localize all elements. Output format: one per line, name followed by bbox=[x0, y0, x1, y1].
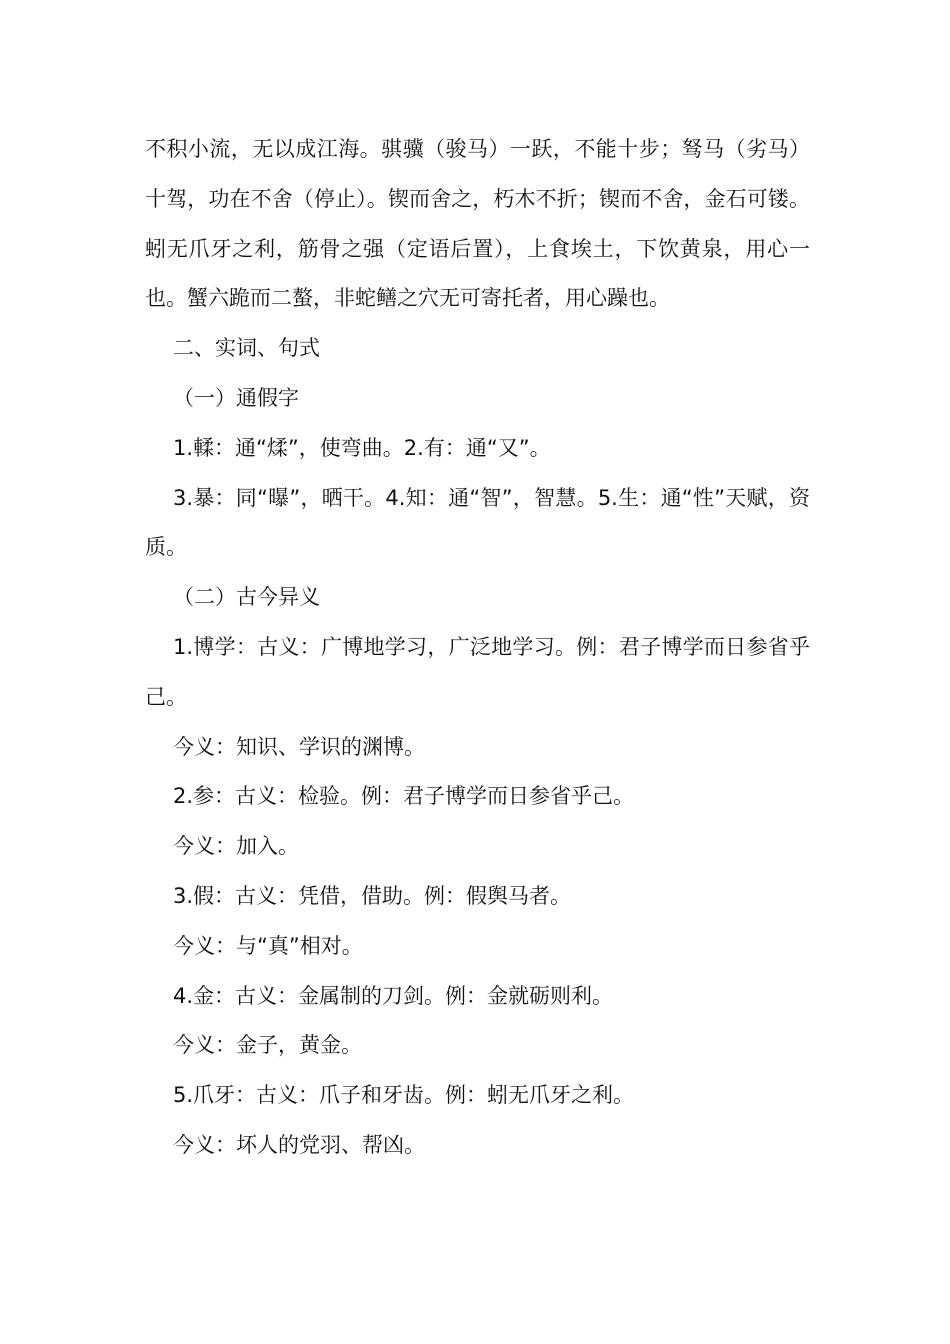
document-body bbox=[145, 125, 810, 1171]
gujin-yiyi-modern-meaning: 今义：金子，黄金。 bbox=[173, 1033, 362, 1058]
gujin-yiyi-item: 2.参：古义：检验。例：君子博学而日参省乎己。 bbox=[173, 784, 635, 809]
paragraph-passage: 不积小流，无以成江海。骐骥（骏马）一跃，不能十步；驽马（劣马）十驾，功在不舍（停止）。锲而舍之，朽木不折；锲而不舍，金石可镂。蚓无爪牙之利，筋骨之强（定语后置），上食埃土，下饮黄泉，用心一也。蟹六跪而二螯，非蛇鳝之穴无可寄托者，用心躁也。 bbox=[145, 137, 810, 311]
gujin-yiyi-item: 5.爪牙：古义：爪子和牙齿。例：蚓无爪牙之利。 bbox=[173, 1083, 635, 1108]
gujin-yiyi-item: 1.博学：古义：广博地学习，广泛地学习。例：君子博学而日参省乎己。 bbox=[145, 634, 810, 709]
gujin-yiyi-item: 3.假：古义：凭借，借助。例：假舆马者。 bbox=[173, 883, 572, 908]
tongjiazi-item: 3.暴：同“曝”，晒干。4.知：通“智”，智慧。5.生：通“性”天赋，资质。 bbox=[145, 485, 810, 560]
gujin-yiyi-modern-meaning: 今义：与“真”相对。 bbox=[173, 933, 363, 958]
gujin-yiyi-item: 4.金：古义：金属制的刀剑。例：金就砺则利。 bbox=[173, 983, 614, 1008]
subsection-heading-gujin-yiyi: （二）古今异义 bbox=[173, 585, 320, 610]
tongjiazi-item: 1.輮：通“煣”，使弯曲。2.有：通“又”。 bbox=[173, 435, 551, 460]
gujin-yiyi-modern-meaning: 今义：知识、学识的渊博。 bbox=[173, 734, 425, 759]
section-heading-shici-jushi: 二、实词、句式 bbox=[173, 336, 320, 361]
subsection-heading-tongjiazi: （一）通假字 bbox=[173, 385, 299, 410]
gujin-yiyi-modern-meaning: 今义：加入。 bbox=[173, 834, 299, 859]
gujin-yiyi-modern-meaning: 今义：坏人的党羽、帮凶。 bbox=[173, 1132, 425, 1157]
